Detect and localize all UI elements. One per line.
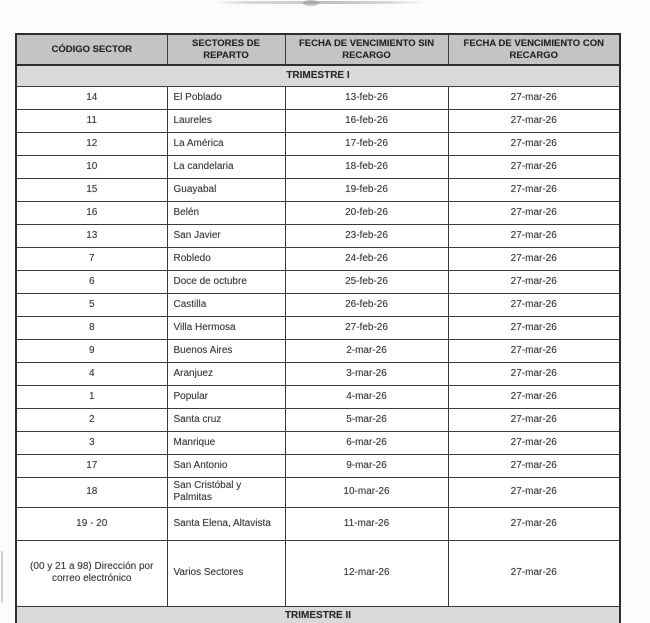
cropped-title-artifact	[215, 1, 425, 4]
scan-edge-artifact	[1, 551, 3, 603]
cell-codigo: 6	[16, 270, 167, 293]
table-body	[16, 86, 620, 606]
cell-codigo: 1	[16, 385, 167, 408]
cell-sin-recargo: 20-feb-26	[285, 201, 448, 224]
cell-codigo: 19 - 20	[16, 507, 167, 540]
col-header-fecha-sin-recargo: FECHA DE VENCIMIENTO SIN RECARGO	[285, 34, 448, 65]
cell-codigo: 5	[16, 293, 167, 316]
cell-sin-recargo: 24-feb-26	[285, 247, 448, 270]
table-header	[16, 34, 620, 86]
payment-schedule-table	[15, 33, 621, 623]
cell-codigo: 15	[16, 178, 167, 201]
table-row	[16, 454, 620, 477]
cell-sector: La candelaria	[167, 155, 285, 178]
cell-con-recargo: 27-mar-26	[448, 224, 620, 247]
table-row	[16, 178, 620, 201]
cell-sin-recargo: 9-mar-26	[285, 454, 448, 477]
cell-codigo: 12	[16, 132, 167, 155]
table-row	[16, 293, 620, 316]
cell-codigo: (00 y 21 a 98) Dirección por correo electrónico	[16, 540, 167, 606]
cell-sin-recargo: 19-feb-26	[285, 178, 448, 201]
header-row	[16, 34, 620, 65]
table-row	[16, 339, 620, 362]
cell-sin-recargo: 10-mar-26	[285, 477, 448, 507]
cell-con-recargo: 27-mar-26	[448, 385, 620, 408]
cell-sector: Castilla	[167, 293, 285, 316]
table-row	[16, 155, 620, 178]
cell-codigo: 17	[16, 454, 167, 477]
cell-sin-recargo: 11-mar-26	[285, 507, 448, 540]
table-row	[16, 408, 620, 431]
cell-con-recargo: 27-mar-26	[448, 454, 620, 477]
cell-sector: Belén	[167, 201, 285, 224]
table-row	[16, 507, 620, 540]
cell-sector: Laureles	[167, 109, 285, 132]
cell-sector: Popular	[167, 385, 285, 408]
cell-sector: Santa Elena, Altavista	[167, 507, 285, 540]
table-row	[16, 316, 620, 339]
cell-codigo: 3	[16, 431, 167, 454]
cell-sector: San Cristóbal y Palmitas	[167, 477, 285, 507]
cell-sin-recargo: 13-feb-26	[285, 86, 448, 109]
cell-codigo: 10	[16, 155, 167, 178]
cell-codigo: 9	[16, 339, 167, 362]
cell-sin-recargo: 18-feb-26	[285, 155, 448, 178]
cell-sin-recargo: 2-mar-26	[285, 339, 448, 362]
table-row	[16, 431, 620, 454]
table-row	[16, 247, 620, 270]
cell-sector: Aranjuez	[167, 362, 285, 385]
cell-codigo: 7	[16, 247, 167, 270]
cell-con-recargo: 27-mar-26	[448, 201, 620, 224]
cell-sector: Villa Hermosa	[167, 316, 285, 339]
table-row	[16, 477, 620, 507]
cell-con-recargo: 27-mar-26	[448, 431, 620, 454]
cell-con-recargo: 27-mar-26	[448, 132, 620, 155]
cell-sin-recargo: 3-mar-26	[285, 362, 448, 385]
table-row	[16, 224, 620, 247]
cell-sector: Guayabal	[167, 178, 285, 201]
cell-con-recargo: 27-mar-26	[448, 507, 620, 540]
cell-sector: Buenos Aires	[167, 339, 285, 362]
cell-con-recargo: 27-mar-26	[448, 270, 620, 293]
cell-con-recargo: 27-mar-26	[448, 540, 620, 606]
col-header-codigo-sector: CÓDIGO SECTOR	[16, 34, 167, 65]
table-row	[16, 86, 620, 109]
section-header-trimestre-2: TRIMESTRE II	[16, 606, 620, 623]
cropped-title-artifact-dot	[303, 0, 319, 6]
table-row	[16, 132, 620, 155]
cell-sector: Robledo	[167, 247, 285, 270]
cell-codigo: 16	[16, 201, 167, 224]
cell-codigo: 2	[16, 408, 167, 431]
cell-codigo: 8	[16, 316, 167, 339]
cell-con-recargo: 27-mar-26	[448, 178, 620, 201]
cell-sector: Varios Sectores	[167, 540, 285, 606]
cell-sin-recargo: 23-feb-26	[285, 224, 448, 247]
cell-sin-recargo: 17-feb-26	[285, 132, 448, 155]
table-row	[16, 540, 620, 606]
cell-con-recargo: 27-mar-26	[448, 86, 620, 109]
cell-con-recargo: 27-mar-26	[448, 477, 620, 507]
col-header-sectores-de-reparto: SECTORES DE REPARTO	[167, 34, 285, 65]
cell-codigo: 11	[16, 109, 167, 132]
cell-sin-recargo: 4-mar-26	[285, 385, 448, 408]
cell-sin-recargo: 25-feb-26	[285, 270, 448, 293]
cell-codigo: 4	[16, 362, 167, 385]
col-header-fecha-con-recargo: FECHA DE VENCIMIENTO CON RECARGO	[448, 34, 620, 65]
cell-con-recargo: 27-mar-26	[448, 362, 620, 385]
cell-sector: Santa cruz	[167, 408, 285, 431]
section-row-trimestre-2	[16, 606, 620, 623]
section-header-trimestre-1: TRIMESTRE I	[16, 65, 620, 86]
cell-codigo: 14	[16, 86, 167, 109]
cell-con-recargo: 27-mar-26	[448, 339, 620, 362]
cell-codigo: 18	[16, 477, 167, 507]
cell-codigo: 13	[16, 224, 167, 247]
cell-con-recargo: 27-mar-26	[448, 316, 620, 339]
cell-sector: El Poblado	[167, 86, 285, 109]
table-row	[16, 362, 620, 385]
cell-sector: San Javier	[167, 224, 285, 247]
cell-sector: La América	[167, 132, 285, 155]
cell-sin-recargo: 6-mar-26	[285, 431, 448, 454]
section-row-trimestre-1	[16, 65, 620, 86]
cell-sin-recargo: 16-feb-26	[285, 109, 448, 132]
cell-sin-recargo: 27-feb-26	[285, 316, 448, 339]
cell-sector: Doce de octubre	[167, 270, 285, 293]
cell-sector: San Antonio	[167, 454, 285, 477]
cell-con-recargo: 27-mar-26	[448, 293, 620, 316]
cell-con-recargo: 27-mar-26	[448, 408, 620, 431]
cell-con-recargo: 27-mar-26	[448, 155, 620, 178]
cell-con-recargo: 27-mar-26	[448, 247, 620, 270]
table-row	[16, 270, 620, 293]
table-row	[16, 201, 620, 224]
cell-sin-recargo: 5-mar-26	[285, 408, 448, 431]
table-row	[16, 385, 620, 408]
cell-sector: Manrique	[167, 431, 285, 454]
cell-sin-recargo: 12-mar-26	[285, 540, 448, 606]
table-row	[16, 109, 620, 132]
cell-con-recargo: 27-mar-26	[448, 109, 620, 132]
cell-sin-recargo: 26-feb-26	[285, 293, 448, 316]
